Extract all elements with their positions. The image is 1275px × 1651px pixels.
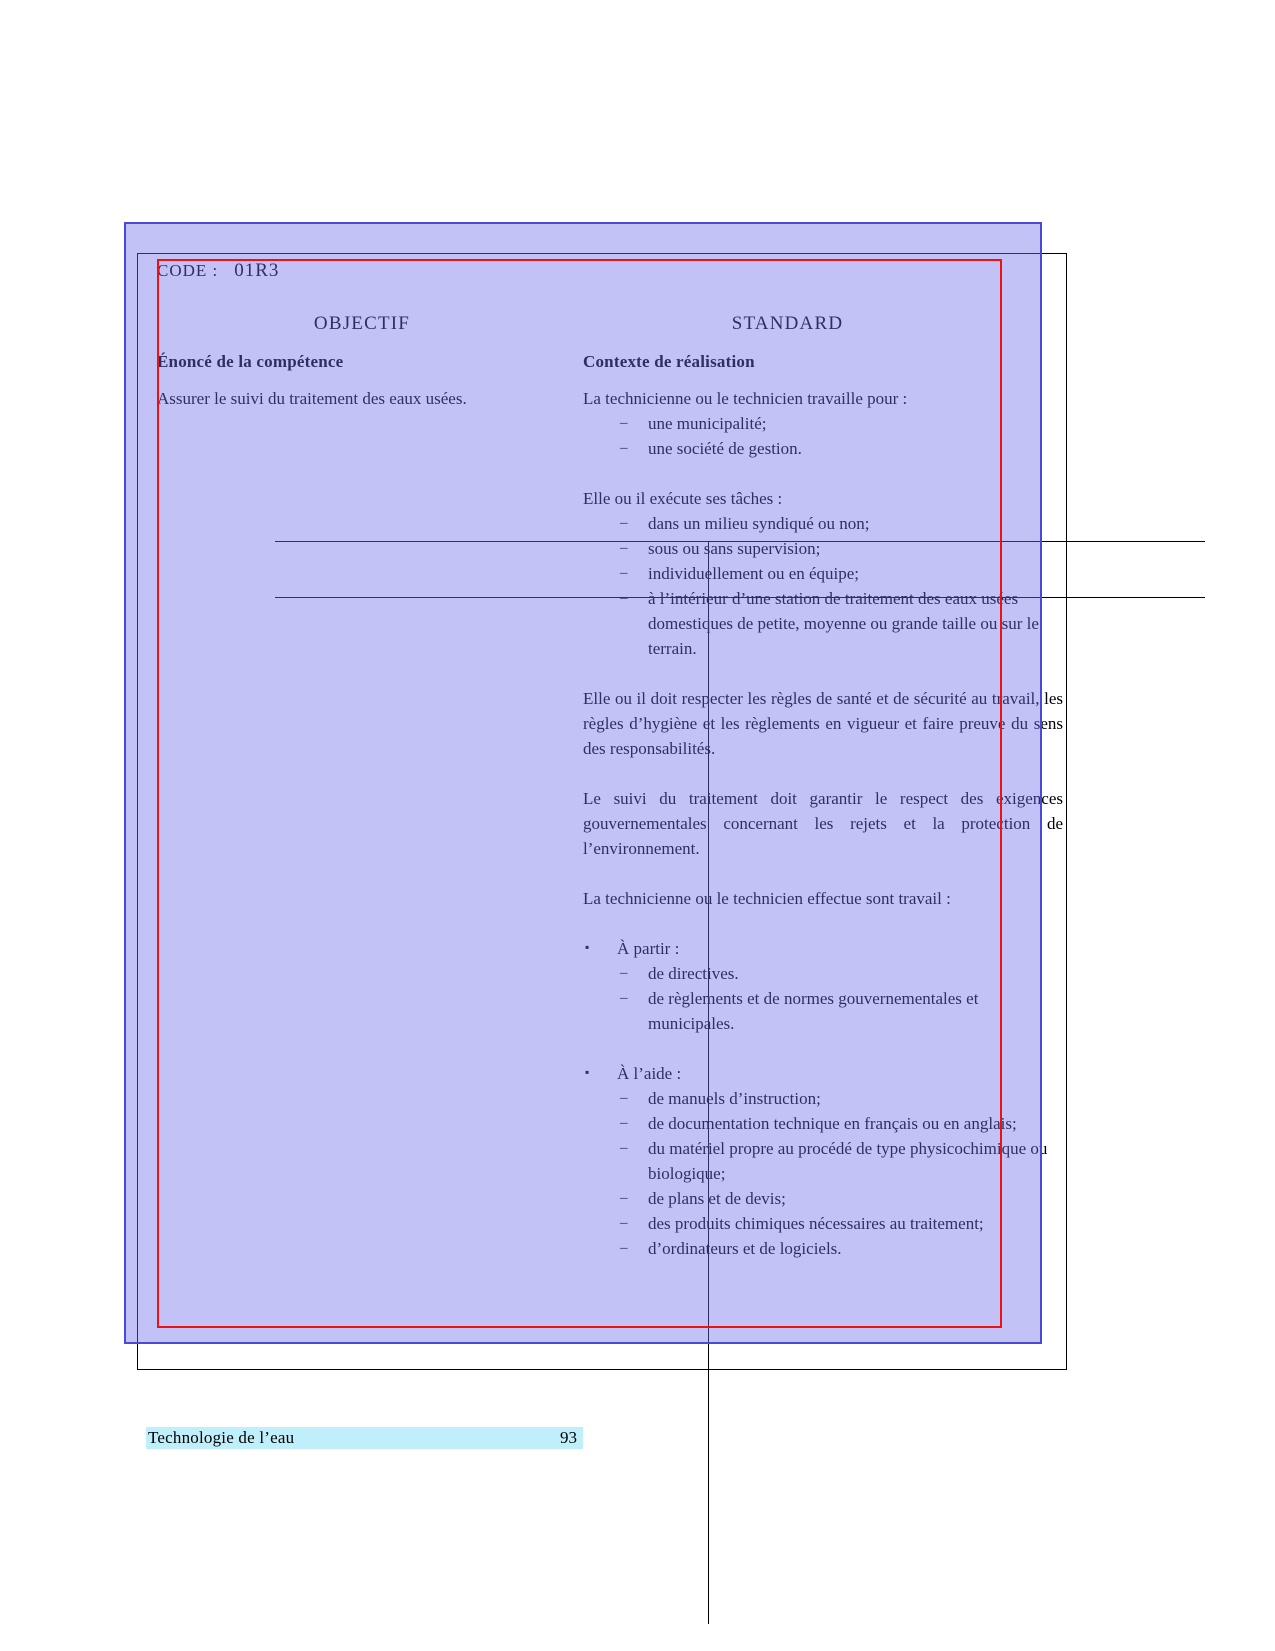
left-column-title: Énoncé de la compétence <box>157 352 344 371</box>
left-column <box>157 349 557 411</box>
right-column-title: Contexte de réalisation <box>583 352 755 371</box>
context-paragraph-1: Elle ou il doit respecter les règles de santé et de sécurité au travail, les règles d’hygiène et les règlements en vigueur et faire preuve du sens des responsabilités. <box>583 689 1063 758</box>
spacer <box>583 1036 1063 1061</box>
spacer <box>583 861 1063 886</box>
competence-statement: Assurer le suivi du traitement des eaux usées. <box>157 389 467 408</box>
list-item: – à l’intérieur d’une station de traitement des eaux usées domestiques de petite, moyenne ou grande taille ou sur le terrain. <box>620 586 1063 661</box>
column-header-standard: STANDARD <box>731 313 844 334</box>
spacer <box>583 911 1063 936</box>
context-list-1 <box>583 411 1063 461</box>
list-item: – de directives. <box>620 961 1063 986</box>
list-item: – de règlements et de normes gouvernementales et municipales. <box>620 986 1063 1036</box>
footer-page-number: 93 <box>560 1428 577 1447</box>
context-intro-1: La technicienne ou le technicien travaille pour : <box>583 389 908 408</box>
list-item: – individuellement ou en équipe; <box>620 561 1063 586</box>
footer-title: Technologie de l’eau <box>148 1428 295 1447</box>
list-item: – sous ou sans supervision; <box>620 536 1063 561</box>
context-intro-3: La technicienne ou le technicien effectue sont travail : <box>583 889 951 908</box>
list-item: – du matériel propre au procédé de type physicochimique ou biologique; <box>620 1136 1063 1186</box>
list-item: – d’ordinateurs et de logiciels. <box>620 1236 1063 1261</box>
code-label: CODE : <box>157 261 219 280</box>
spacer <box>583 661 1063 686</box>
context-group-2-list <box>583 1086 1063 1261</box>
list-item: – dans un milieu syndiqué ou non; <box>620 511 1063 536</box>
context-paragraph-2: Le suivi du traitement doit garantir le respect des exigences gouvernementales concernant les rejets et la protection de l’environnement. <box>583 789 1063 858</box>
code-value: 01R3 <box>234 260 280 281</box>
list-item: – une municipalité; <box>620 411 1063 436</box>
list-item: – des produits chimiques nécessaires au traitement; <box>620 1211 1063 1236</box>
context-group-1 <box>583 936 1063 961</box>
page-footer <box>146 1427 583 1449</box>
context-group-1-list <box>583 961 1063 1036</box>
group-label: ▪ À l’aide : <box>585 1061 1063 1086</box>
spacer <box>583 461 1063 486</box>
group-label: ▪ À partir : <box>585 936 1063 961</box>
list-item: – de documentation technique en français ou en anglais; <box>620 1111 1063 1136</box>
context-intro-2: Elle ou il exécute ses tâches : <box>583 489 783 508</box>
list-item: – de plans et de devis; <box>620 1186 1063 1211</box>
spacer <box>583 761 1063 786</box>
context-list-2 <box>583 511 1063 661</box>
column-header-objectif: OBJECTIF <box>313 313 411 334</box>
list-item: – une société de gestion. <box>620 436 1063 461</box>
context-group-2 <box>583 1061 1063 1086</box>
code-line <box>157 260 279 282</box>
right-column <box>583 349 1063 1261</box>
list-item: – de manuels d’instruction; <box>620 1086 1063 1111</box>
